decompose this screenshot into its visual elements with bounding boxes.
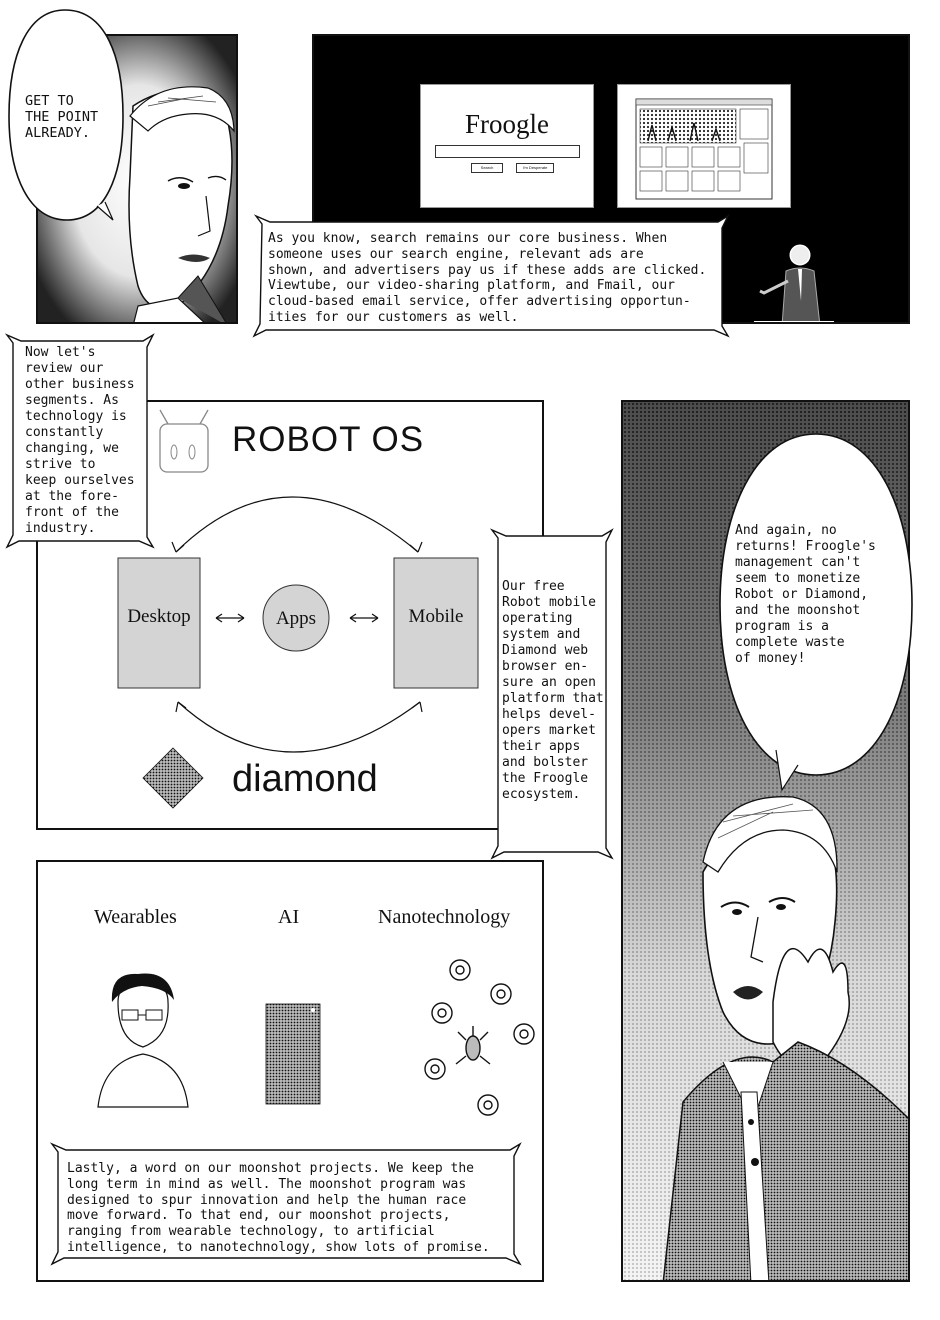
presenter-figure — [754, 241, 834, 324]
ai-chip-icon — [266, 1004, 320, 1104]
speech-text-1: GET TO THE POINT ALREADY. — [25, 93, 99, 141]
ai-label: AI — [278, 906, 300, 928]
caption-5-text: Lastly, a word on our moonshot projects. We keep the long term in mind as well. The moonshot program was designed to spur innovation and help the human race move forward. To that end, our moonshot projects, ranging from wearable technology, to artificial intelligence, to nanotechnology, show lots of promise. — [67, 1161, 490, 1255]
froogle-slide — [420, 84, 594, 208]
froogle-search-button: Search — [471, 163, 503, 173]
froogle-search-box — [435, 145, 580, 158]
diamond-logo-icon — [143, 748, 203, 808]
desktop-label: Desktop — [127, 606, 191, 627]
nanobots-icon — [425, 960, 534, 1115]
wearables-label: Wearables — [94, 906, 177, 928]
viewtube-page-thumbnail — [618, 85, 790, 207]
wearables-person-icon — [98, 974, 188, 1107]
diamond-title: diamond — [232, 758, 378, 800]
caption-3-right-text: Our free Robot mobile operating system and Diamond web browser en- sure an open platform that helps devel- opers market their apps and bolster the Froogle ecosystem. — [502, 579, 604, 802]
caption-2-text: As you know, search remains our core business. When someone uses our search engine, relevant ads are shown, and advertisers pay us if these adds are clicked. Viewtube, our video-sharing platform, and Fmail, our cloud-based email service, offer advertising opportun- ities for our customers as well. — [268, 231, 707, 325]
viewtube-slide — [617, 84, 791, 208]
robot-os-title: ROBOT OS — [232, 420, 425, 459]
robot-logo-icon — [160, 410, 208, 472]
froogle-logo: Froogle — [465, 109, 549, 139]
speech-text-4: And again, no returns! Froogle's management can't seem to monetize Robot or Diamond, and the moonshot program is a complete waste of money! — [735, 523, 876, 666]
mobile-label: Mobile — [408, 606, 464, 627]
caption-3-left-text: Now let's review our other business segments. As technology is constantly changing, we strive to keep ourselves at the fore- front of the industry. — [25, 345, 135, 536]
apps-label: Apps — [275, 608, 317, 629]
nanotech-label: Nanotechnology — [378, 906, 511, 928]
froogle-lucky-button: I'm Desperate — [516, 163, 554, 173]
